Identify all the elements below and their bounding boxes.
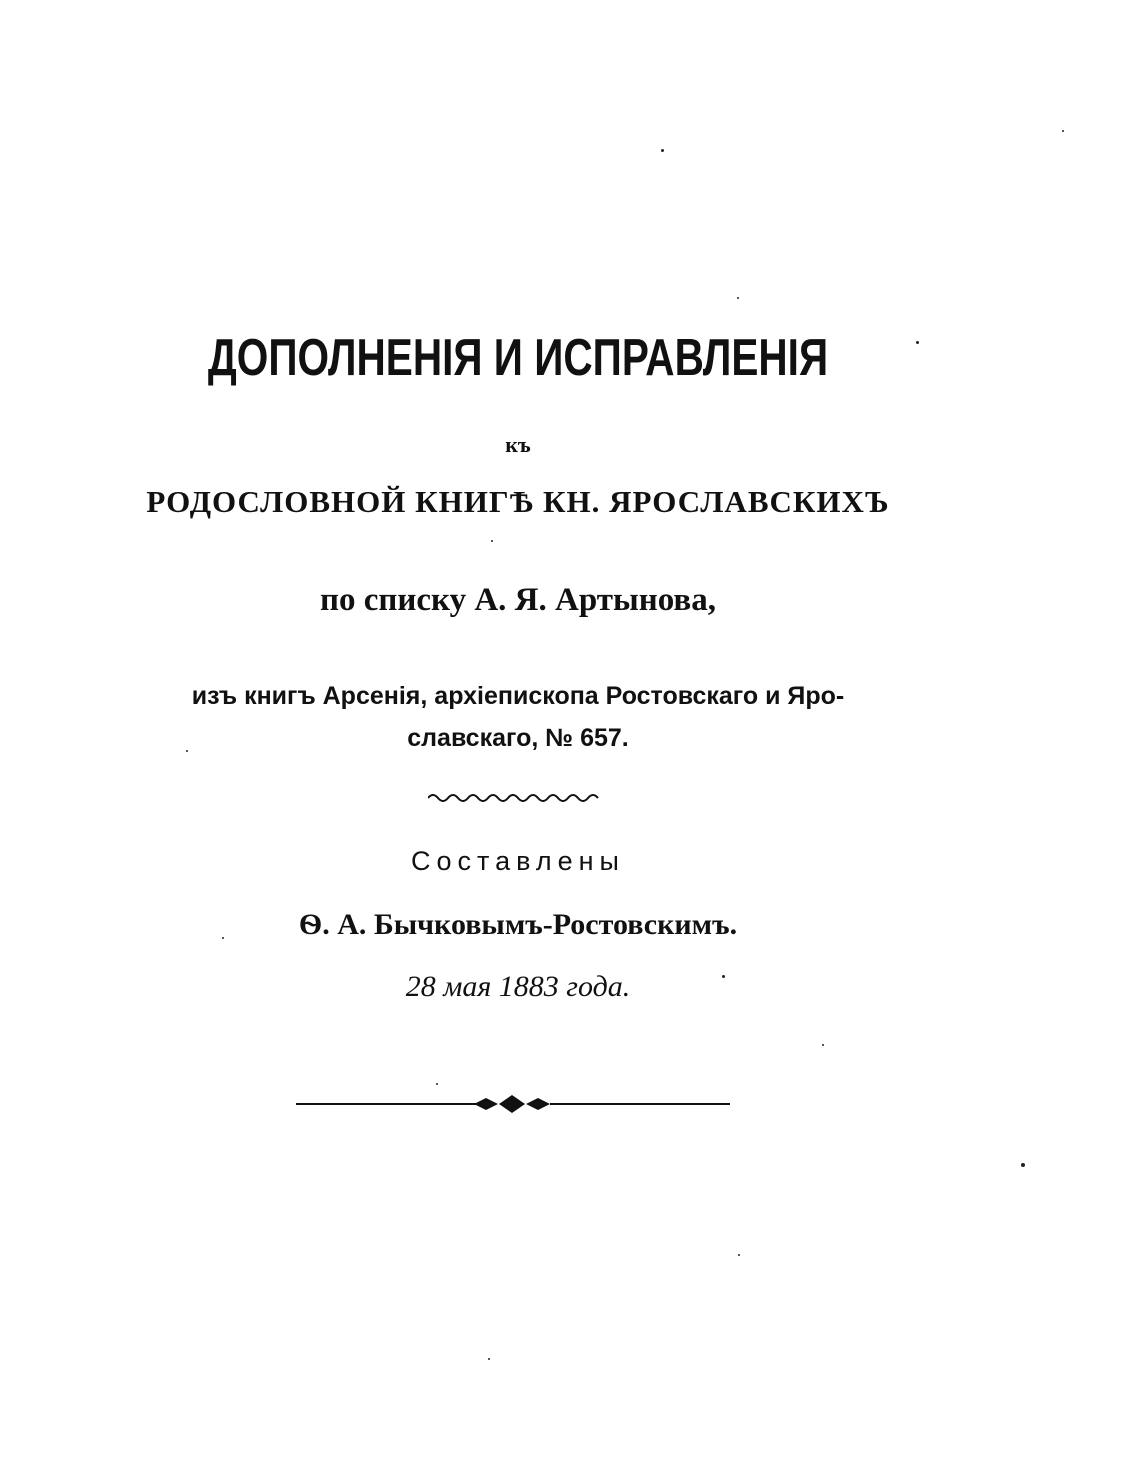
paper-speck [1062, 130, 1064, 132]
paper-speck [822, 1044, 824, 1046]
paper-speck [491, 540, 493, 542]
paper-speck [722, 975, 725, 978]
paper-speck [186, 750, 188, 752]
paper-speck [488, 1358, 490, 1360]
subtitle: РОДОСЛОВНОЙ КНИГѢ КН. ЯРОСЛАВСКИХЪ [146, 484, 890, 519]
wavy-divider [428, 790, 600, 806]
source-line: по списку А. Я. Артынова, [319, 582, 717, 618]
paper-speck [436, 1083, 438, 1085]
preposition: къ [505, 432, 531, 457]
paper-speck [738, 1254, 740, 1256]
origin-line-2: славскаго, № 657. [407, 724, 629, 752]
compiled-label: Составлены [411, 846, 625, 876]
origin-line-1: изъ книгъ Арсенія, архіепископа Ростовскаго и Яро- [191, 682, 845, 710]
paper-speck [222, 937, 224, 939]
author: Ѳ. А. Бычковымъ-Ростовскимъ. [298, 908, 738, 941]
paper-speck [916, 341, 919, 344]
date: 28 мая 1883 года. [405, 970, 631, 1003]
main-title: ДОПОЛНЕНІЯ И ИСПРАВЛЕНІЯ [207, 329, 829, 387]
paper-speck [737, 297, 739, 299]
paper-speck [661, 149, 664, 152]
paper-speck [1021, 1163, 1025, 1167]
ornamental-rule [296, 1092, 730, 1116]
